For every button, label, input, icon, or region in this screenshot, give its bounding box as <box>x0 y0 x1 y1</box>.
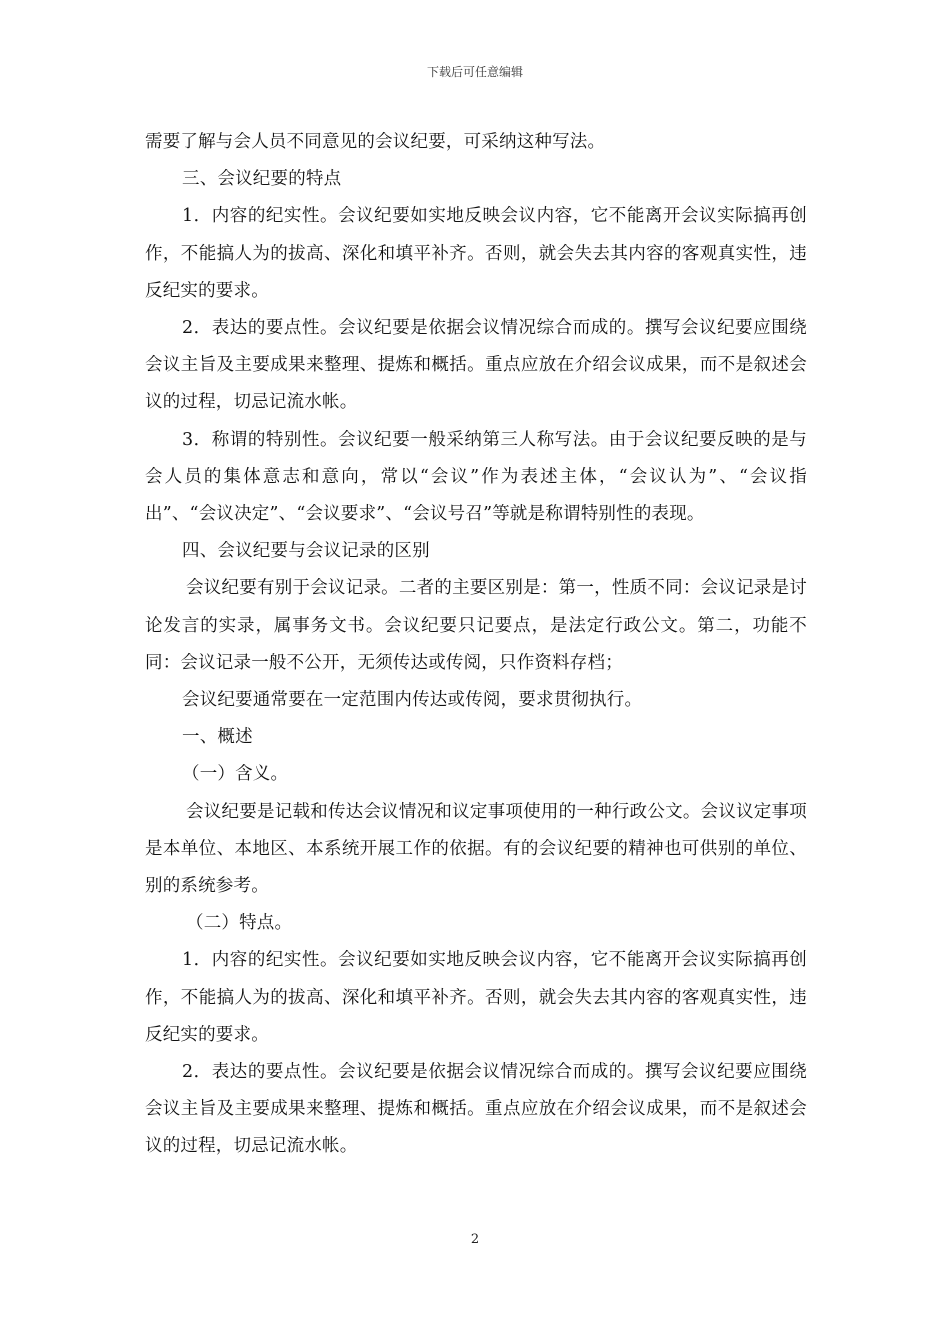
paragraph-feature-1: 1．内容的纪实性。会议纪要如实地反映会议内容，它不能离开会议实际搞再创作，不能搞人为的拔高、深化和填平补齐。否则，就会失去其内容的客观真实性，违反纪实的要求。 <box>145 206 807 301</box>
page-header: 下载后可任意编辑 <box>426 65 523 79</box>
page-number: 2 <box>470 1232 480 1247</box>
paragraph-continuation: 需要了解与会人员不同意见的会议纪要，可采纳这种写法。 <box>145 132 606 152</box>
paragraph-feature-2-repeat: 2．表达的要点性。会议纪要是依据会议情况综合而成的。撰写会议纪要应围绕会议主旨及主要成果来整理、提炼和概括。重点应放在介绍会议成果，而不是叙述会议的过程，切忌记流水帐。 <box>145 1062 807 1157</box>
subheading-features: （二）特点。 <box>186 913 293 934</box>
section-heading-four: 四、会议纪要与会议记录的区别 <box>182 541 430 562</box>
document-body <box>145 124 807 1166</box>
paragraph-transmission: 会议纪要通常要在一定范围内传达或传阅，要求贯彻执行。 <box>182 690 643 711</box>
paragraph-difference: 会议纪要有别于会议记录。二者的主要区别是：第一，性质不同：会议记录是讨论发言的实录，属事务文书。会议纪要只记要点，是法定行政公文。第二，功能不同：会议记录一般不公开，无须传达或传阅，只作资料存档； <box>145 578 807 673</box>
paragraph-feature-2: 2．表达的要点性。会议纪要是依据会议情况综合而成的。撰写会议纪要应围绕会议主旨及主要成果来整理、提炼和概括。重点应放在介绍会议成果，而不是叙述会议的过程，切忌记流水帐。 <box>145 318 807 413</box>
paragraph-meaning: 会议纪要是记载和传达会议情况和议定事项使用的一种行政公文。会议议定事项是本单位、本地区、本系统开展工作的依据。有的会议纪要的精神也可供别的单位、别的系统参考。 <box>145 801 807 897</box>
section-heading-overview: 一、概述 <box>182 727 253 748</box>
section-heading-three: 三、会议纪要的特点 <box>182 169 342 190</box>
subheading-meaning: （一）含义。 <box>182 764 289 785</box>
paragraph-feature-1-repeat: 1．内容的纪实性。会议纪要如实地反映会议内容，它不能离开会议实际搞再创作，不能搞人为的拔高、深化和填平补齐。否则，就会失去其内容的客观真实性，违反纪实的要求。 <box>145 950 807 1045</box>
paragraph-feature-3: 3．称谓的特别性。会议纪要一般采纳第三人称写法。由于会议纪要反映的是与会人员的集体意志和意向，常以“会议”作为表述主体，“会议认为”、“会议指出”、“会议决定”、“会议要求”、“会议号召”等就是称谓特别性的表现。 <box>145 429 807 525</box>
